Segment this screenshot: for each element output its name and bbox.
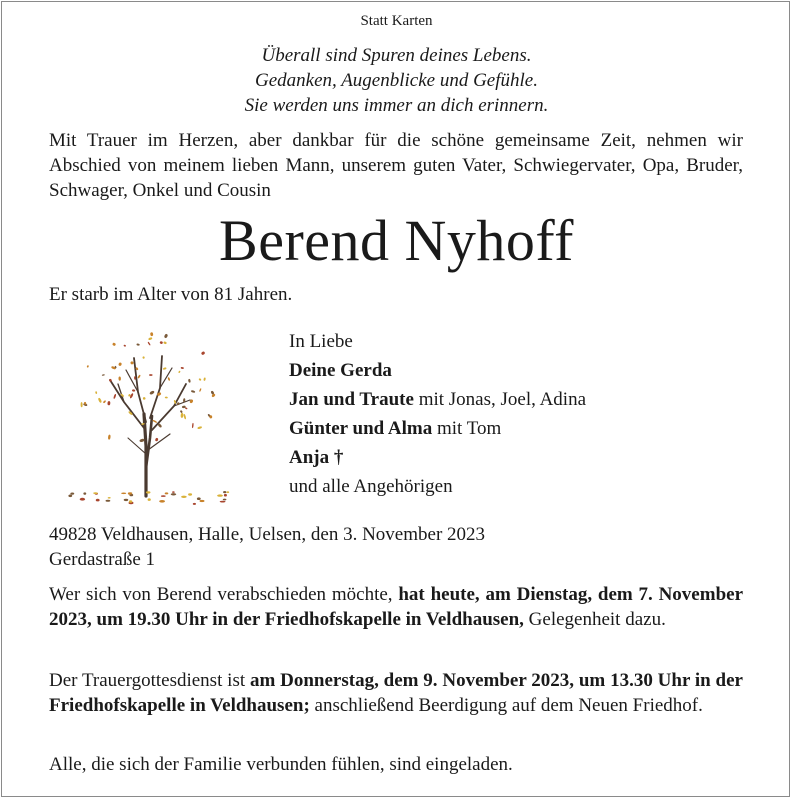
mourner-relatives: mit Jonas, Joel, Adina [413, 389, 587, 410]
leaf [181, 496, 187, 498]
leaf [118, 376, 121, 380]
leaf [220, 501, 226, 503]
poem-line: Gedanken, Augenblicke und Gefühle. [255, 70, 538, 91]
leaf [180, 410, 183, 413]
leaf [192, 423, 194, 428]
leaf [167, 377, 170, 381]
leaf [80, 498, 85, 501]
leaf [108, 434, 111, 439]
leaf [181, 367, 184, 369]
intro-text: Mit Trauer im Herzen, aber dankbar für die schöne gemeinsame Zeit, nehmen wir Abschied von meinem lieben Mann, unserem guten Vater, Schwiegervater, Opa, Bruder, Schwager, Onkel und Cousin [49, 130, 743, 201]
leaf [106, 500, 111, 502]
place-date-block [49, 522, 485, 572]
mourner-line [289, 356, 586, 385]
leaf [107, 401, 110, 405]
leaf [103, 400, 106, 404]
service-post: anschließend Beerdigung auf dem Neuen Friedhof. [309, 695, 703, 716]
leaf [98, 397, 102, 403]
closing-note: Alle, die sich der Familie verbunden fühlen, sind eingeladen. [49, 754, 513, 775]
leaf [165, 492, 169, 494]
leaf [112, 342, 116, 346]
leaf [197, 426, 202, 429]
leaf [193, 503, 196, 505]
leaf [147, 341, 150, 345]
leaf [136, 343, 140, 346]
service-info [49, 668, 743, 718]
leaf [128, 493, 132, 495]
leaf [118, 362, 122, 366]
mourner-line [289, 414, 586, 443]
leaf [200, 500, 205, 502]
leaf [217, 494, 223, 496]
leaf [124, 499, 129, 501]
leaf [137, 374, 141, 378]
mourner-line [289, 443, 586, 472]
mourners-block [289, 327, 586, 501]
leaf [161, 495, 166, 497]
leaf [159, 341, 163, 344]
poem-line: Überall sind Spuren deines Lebens. [261, 45, 532, 66]
leaf [70, 493, 74, 495]
mourners-opening: In Liebe [289, 331, 353, 352]
leaf [149, 390, 155, 395]
leaf [142, 356, 145, 359]
address: Gerdastraße 1 [49, 549, 156, 570]
leaf [159, 500, 165, 503]
leaf [81, 402, 83, 407]
leaf [152, 419, 157, 423]
place-date: 49828 Veldhausen, Halle, Uelsen, den 3. November 2023 [49, 524, 486, 545]
autumn-tree-icon [62, 318, 237, 508]
leaf [178, 370, 181, 373]
leaf [223, 499, 227, 501]
leaf [129, 500, 132, 503]
service-details: am Donnerstag, dem 9. November 2023, um 13.30 Uhr in der Friedhofskapelle in Veldhausen; [49, 670, 743, 716]
poem [0, 43, 793, 118]
leaf [155, 438, 159, 442]
mourner-name: Jan und Traute [289, 389, 414, 410]
leaf [123, 344, 126, 347]
leaf [83, 492, 86, 494]
leaf [68, 495, 72, 498]
leaf [146, 491, 151, 493]
leaf [197, 497, 201, 500]
mourner-name: Günter und Alma [289, 418, 433, 439]
leaf [148, 498, 151, 501]
leaf [181, 413, 184, 418]
leaf [87, 365, 90, 368]
age-line: Er starb im Alter von 81 Jahren. [49, 284, 293, 305]
leaf [95, 391, 97, 394]
leaf [150, 332, 153, 336]
leaf [108, 497, 111, 499]
leaf [171, 493, 176, 495]
leaf [113, 394, 116, 399]
mourner-relatives: mit Tom [432, 418, 502, 439]
leaf [224, 494, 227, 497]
leaf [163, 367, 167, 370]
leaf [149, 374, 153, 376]
leaf [96, 499, 100, 502]
leaf [188, 379, 191, 383]
leaf [165, 396, 168, 398]
falling-leaves [68, 332, 229, 505]
farewell-pre: Wer sich von Berend verabschieden möchte, [49, 584, 399, 605]
service-pre: Der Trauergottesdienst ist [49, 670, 250, 691]
leaf [188, 493, 192, 495]
mourner-line [289, 385, 586, 414]
leaf [148, 337, 153, 341]
leaf [102, 374, 105, 376]
leaf [132, 389, 136, 392]
farewell-post: Gelegenheit dazu. [523, 609, 666, 630]
leaf [130, 361, 133, 364]
leaf [93, 492, 98, 494]
leaf [172, 491, 175, 493]
mourner-name: Deine Gerda [289, 360, 392, 381]
leaf [201, 351, 206, 356]
leaf [191, 390, 196, 393]
leaf [143, 397, 146, 400]
poem-line: Sie werden uns immer an dich erinnern. [244, 95, 549, 116]
mourner-name: Anja † [289, 447, 344, 468]
leaf [183, 414, 186, 420]
leaf [203, 377, 206, 381]
farewell-info [49, 582, 743, 632]
leaf [163, 341, 167, 344]
leaf [199, 388, 202, 392]
leaf [226, 491, 229, 493]
farewell-details: hat heute, am Dienstag, dem 7. November 2023, um 19.30 Uhr in der Friedhofskapelle in Veldhausen, [49, 584, 743, 630]
leaf [164, 333, 168, 338]
leaf [198, 378, 201, 381]
header-note: Statt Karten [360, 13, 433, 29]
mourners-closing: und alle Angehörigen [289, 476, 453, 497]
deceased-name: Berend Nyhoff [219, 208, 574, 273]
leaf [223, 491, 226, 493]
leaf [121, 493, 126, 495]
